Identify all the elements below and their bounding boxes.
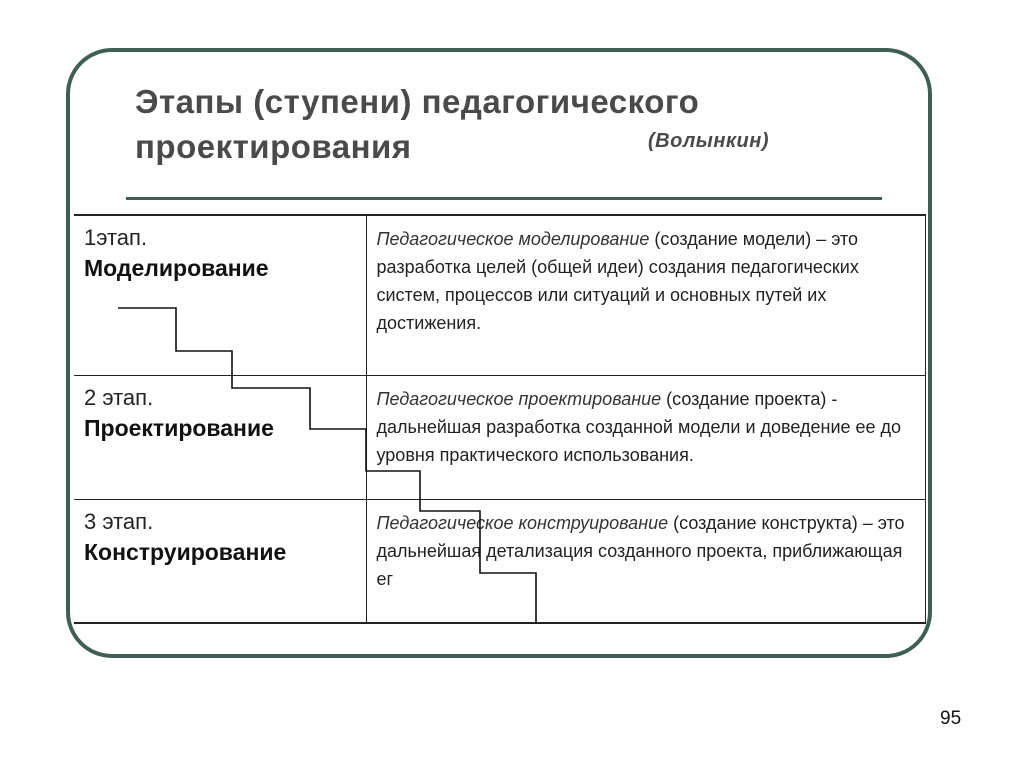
stage-cell (74, 215, 366, 376)
stage-definition: (создание проекта) - дальнейшая разработка созданной модели и доведение ее до уровня практического использования. (376, 389, 902, 466)
page-number: 95 (940, 708, 962, 729)
stage-name: Конструирование (84, 538, 287, 565)
author-attribution: (Волынкин) (648, 130, 770, 152)
stage-term: Педагогическое конструирование (376, 512, 669, 533)
table-row (74, 376, 926, 499)
stage-description (377, 509, 916, 593)
stage-description (377, 385, 916, 469)
stage-term: Педагогическое моделирование (376, 229, 650, 249)
stage-number: 1этап. (84, 225, 148, 250)
description-cell (366, 376, 926, 499)
stage-number: 2 этап. (84, 385, 154, 411)
stage-cell (74, 499, 366, 623)
table-row (74, 215, 926, 376)
stage-name: Моделирование (84, 255, 269, 281)
title-line-1: Этапы (ступени) педагогического (135, 83, 700, 120)
description-cell (366, 499, 926, 623)
stage-name: Проектирование (84, 415, 274, 442)
stage-cell (74, 376, 366, 499)
stage-description (377, 225, 916, 337)
stages-table (74, 214, 926, 624)
stage-term: Педагогическое проектирование (376, 389, 662, 410)
title-line-2: проектирования (135, 128, 412, 165)
stage-definition: (создание конструкта) – это дальнейшая детализация созданного проекта, приближающая ег (376, 512, 905, 589)
description-cell (366, 215, 926, 376)
stage-number: 3 этап. (84, 508, 154, 534)
table-row (74, 499, 926, 623)
slide-title (135, 79, 699, 169)
title-underline (126, 197, 882, 200)
stage-definition: (создание модели) – это разработка целей (общей идеи) создания педагогических систем, процессов или ситуаций и основных путей их достижения. (376, 229, 859, 333)
